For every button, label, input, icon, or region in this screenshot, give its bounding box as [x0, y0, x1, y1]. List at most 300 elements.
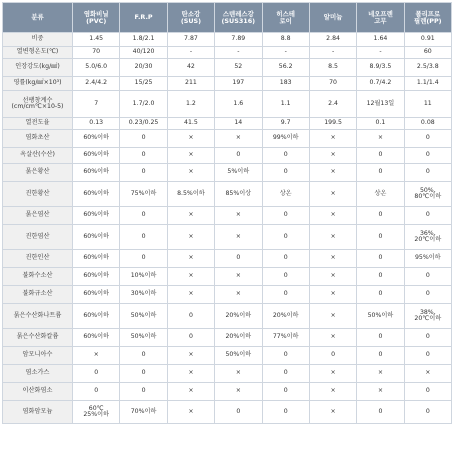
- table-cell: [357, 250, 404, 268]
- cell-value: 50%이하: [130, 311, 157, 319]
- row-label: [3, 182, 73, 207]
- table-cell: [262, 164, 309, 182]
- row-label-text: 영률(kg/㎟×10³): [13, 79, 62, 87]
- cell-value: 0.23/0.25: [128, 119, 159, 127]
- column-header: [357, 3, 404, 33]
- cell-value: 20%이하: [272, 311, 299, 319]
- table-cell: [120, 77, 167, 91]
- table-row: [3, 182, 452, 207]
- table-cell: [120, 225, 167, 250]
- table-cell: [167, 164, 214, 182]
- cell-value: ×: [188, 272, 194, 280]
- cell-value: 2.84: [326, 35, 340, 43]
- table-cell: [167, 207, 214, 225]
- table-cell: [309, 268, 356, 286]
- table-cell: [404, 268, 451, 286]
- cell-value: 0: [378, 290, 383, 298]
- column-header-text: 알미늄: [323, 13, 343, 22]
- column-header-text: (SUS316): [221, 16, 256, 25]
- table-cell: [404, 250, 451, 268]
- cell-value: 0: [188, 333, 193, 341]
- row-label: [3, 304, 73, 329]
- cell-value: ×: [330, 151, 336, 159]
- cell-value: 0: [94, 369, 99, 377]
- row-label: [3, 401, 73, 424]
- cell-value: ×: [330, 311, 336, 319]
- cell-value: 0: [425, 333, 430, 341]
- column-header-text: 네오프렌: [368, 9, 393, 18]
- cell-value: 50%이하: [130, 333, 157, 341]
- cell-value: 0: [425, 407, 430, 415]
- row-label-text: 묽은수산화나트륨: [13, 311, 62, 319]
- column-header-text: 로이: [279, 16, 292, 25]
- cell-value: 7: [94, 99, 99, 107]
- table-cell: [309, 225, 356, 250]
- cell-value: 197: [232, 79, 245, 87]
- table-cell: [404, 130, 451, 148]
- table-cell: [120, 118, 167, 130]
- table-cell: [357, 365, 404, 383]
- table-cell: [167, 118, 214, 130]
- table-cell: [309, 91, 356, 118]
- table-row: [3, 365, 452, 383]
- table-row: [3, 286, 452, 304]
- cell-value: 7.89: [231, 35, 246, 43]
- table-cell: [309, 47, 356, 59]
- table-row: [3, 33, 452, 47]
- table-cell: [262, 148, 309, 164]
- table-cell: [167, 383, 214, 401]
- row-label-text: 인장강도(kg/㎟): [15, 63, 60, 71]
- row-label: [3, 329, 73, 347]
- table-row: [3, 59, 452, 77]
- cell-value: ×: [188, 151, 194, 159]
- table-cell: [262, 77, 309, 91]
- material-properties-table: [2, 2, 452, 424]
- table-row: [3, 130, 452, 148]
- table-row: [3, 77, 452, 91]
- row-label: [3, 347, 73, 365]
- table-cell: [73, 207, 120, 225]
- cell-value: 0: [283, 211, 288, 219]
- cell-value: ×: [235, 211, 241, 219]
- table-cell: [120, 47, 167, 59]
- cell-value: 0: [188, 311, 193, 319]
- table-cell: [73, 383, 120, 401]
- cell-value: 0: [378, 333, 383, 341]
- cell-value: 8.5: [328, 63, 338, 71]
- table-cell: [167, 59, 214, 77]
- row-label-text: 염화초산: [25, 134, 50, 142]
- table-cell: [73, 33, 120, 47]
- table-cell: [404, 59, 451, 77]
- cell-value: ×: [330, 211, 336, 219]
- cell-value: ×: [377, 134, 384, 142]
- cell-value: ×: [330, 168, 336, 176]
- table-cell: [167, 286, 214, 304]
- row-label: [3, 365, 73, 383]
- cell-value: 211: [185, 79, 197, 87]
- table-row: [3, 118, 452, 130]
- table-cell: [167, 347, 214, 365]
- table-cell: [215, 77, 262, 91]
- table-cell: [167, 130, 214, 148]
- row-label-text: 비중: [31, 35, 44, 43]
- cell-value: ×: [330, 254, 336, 262]
- table-cell: [215, 47, 262, 59]
- table-cell: [215, 329, 262, 347]
- row-label-text: 열변형온도(℃): [16, 48, 59, 56]
- cell-value: 40/120: [132, 48, 155, 56]
- cell-value: 50%,: [419, 186, 436, 194]
- column-header: [262, 3, 309, 33]
- cell-value: 52: [234, 63, 243, 71]
- table-cell: [357, 148, 404, 164]
- row-label: [3, 47, 73, 59]
- table-cell: [215, 286, 262, 304]
- table-cell: [262, 182, 309, 207]
- column-header-text: 스텐레스강: [222, 9, 254, 18]
- table-cell: [404, 304, 451, 329]
- table-cell: [309, 148, 356, 164]
- cell-value: 0: [378, 151, 383, 159]
- cell-value: 5%이하: [227, 168, 250, 176]
- cell-value: 38%,: [419, 308, 436, 316]
- table-cell: [357, 130, 404, 148]
- row-label: [3, 59, 73, 77]
- column-header-text: (PVC): [86, 16, 107, 25]
- cell-value: 0: [141, 168, 146, 176]
- table-row: [3, 207, 452, 225]
- table-cell: [262, 329, 309, 347]
- cell-value: ×: [93, 351, 99, 359]
- table-cell: [404, 47, 451, 59]
- table-cell: [215, 148, 262, 164]
- table-row: [3, 401, 452, 424]
- cell-value: ×: [235, 290, 241, 298]
- table-cell: [262, 268, 309, 286]
- table-cell: [167, 148, 214, 164]
- table-cell: [357, 304, 404, 329]
- table-cell: [167, 304, 214, 329]
- table-cell: [262, 225, 309, 250]
- table-cell: [357, 225, 404, 250]
- table-cell: [309, 164, 356, 182]
- cell-value: 60℃: [88, 404, 104, 412]
- table-cell: [167, 77, 214, 91]
- table-cell: [215, 164, 262, 182]
- cell-value: 60%이하: [83, 168, 110, 176]
- table-cell: [404, 77, 451, 91]
- row-label: [3, 91, 73, 118]
- cell-value: 77%이하: [272, 333, 299, 341]
- cell-value: ×: [330, 407, 336, 415]
- cell-value: 0: [425, 134, 430, 142]
- table-cell: [309, 77, 356, 91]
- material-properties-sheet: [2, 2, 452, 466]
- table-cell: [404, 182, 451, 207]
- cell-value: 60%이하: [83, 151, 110, 159]
- cell-value: 25%이하: [83, 411, 110, 418]
- cell-value: 0.13: [89, 119, 104, 127]
- cell-value: 0: [236, 254, 241, 262]
- table-cell: [215, 365, 262, 383]
- cell-value: 2.5/3.8: [416, 63, 439, 71]
- table-cell: [404, 401, 451, 424]
- table-cell: [309, 286, 356, 304]
- table-cell: [309, 250, 356, 268]
- cell-value: ×: [188, 134, 194, 142]
- table-cell: [309, 130, 356, 148]
- table-cell: [404, 207, 451, 225]
- table-cell: [309, 365, 356, 383]
- table-cell: [73, 286, 120, 304]
- row-label-text: 옥살산(수산): [20, 151, 55, 159]
- table-cell: [309, 329, 356, 347]
- table-row: [3, 164, 452, 182]
- table-cell: [357, 118, 404, 130]
- cell-value: 0: [141, 134, 146, 142]
- table-cell: [120, 383, 167, 401]
- cell-value: 56.2: [278, 63, 293, 71]
- cell-value: 1.2: [186, 99, 196, 107]
- row-label-text: 묽은염산: [25, 211, 50, 219]
- cell-value: 42: [187, 63, 195, 71]
- table-cell: [73, 347, 120, 365]
- cell-value: ×: [188, 168, 194, 176]
- cell-value: 41.5: [184, 119, 198, 127]
- table-cell: [215, 225, 262, 250]
- cell-value: 60%이하: [83, 333, 110, 341]
- cell-value: 12월13일: [366, 99, 395, 107]
- table-cell: [262, 47, 309, 59]
- cell-value: ×: [235, 387, 241, 395]
- cell-value: 0: [283, 232, 288, 240]
- cell-value: 0: [283, 407, 288, 415]
- cell-value: ×: [330, 189, 336, 197]
- table-cell: [404, 347, 451, 365]
- table-cell: [73, 148, 120, 164]
- cell-value: 0: [283, 290, 288, 298]
- table-cell: [120, 182, 167, 207]
- column-header-text: 분류: [31, 13, 44, 22]
- table-cell: [357, 182, 404, 207]
- cell-value: ×: [235, 272, 241, 280]
- table-cell: [404, 365, 451, 383]
- row-label: [3, 33, 73, 47]
- table-cell: [120, 33, 167, 47]
- table-row: [3, 383, 452, 401]
- cell-value: 0: [378, 254, 383, 262]
- table-row: [3, 225, 452, 250]
- row-label: [3, 207, 73, 225]
- cell-value: 60%이하: [83, 211, 110, 219]
- cell-value: 5.0/6.0: [85, 63, 108, 71]
- table-cell: [262, 365, 309, 383]
- table-cell: [357, 207, 404, 225]
- cell-value: 0: [425, 151, 430, 159]
- table-row: [3, 268, 452, 286]
- cell-value: 1.7/2.0: [132, 99, 155, 107]
- cell-value: 80℃이하: [414, 193, 442, 200]
- table-cell: [215, 182, 262, 207]
- cell-value: 0: [425, 290, 430, 298]
- table-cell: [120, 329, 167, 347]
- cell-value: 상온: [374, 189, 387, 197]
- table-cell: [73, 59, 120, 77]
- table-row: [3, 91, 452, 118]
- table-cell: [404, 148, 451, 164]
- row-label: [3, 286, 73, 304]
- table-cell: [404, 91, 451, 118]
- cell-value: ×: [377, 387, 384, 395]
- table-cell: [215, 401, 262, 424]
- cell-value: 0: [331, 351, 336, 359]
- cell-value: 0: [141, 351, 146, 359]
- cell-value: 10%이하: [130, 272, 157, 280]
- row-label-text: 선팽창계수: [22, 96, 53, 104]
- cell-value: 0: [378, 407, 383, 415]
- column-header-text: 탄소강: [181, 9, 201, 18]
- table-cell: [357, 383, 404, 401]
- cell-value: 70%이하: [130, 407, 157, 415]
- cell-value: 50%이하: [225, 351, 252, 359]
- table-cell: [120, 347, 167, 365]
- table-cell: [120, 304, 167, 329]
- cell-value: 1.8/2.1: [132, 35, 155, 43]
- table-cell: [309, 207, 356, 225]
- table-row: [3, 148, 452, 164]
- cell-value: 0: [378, 232, 383, 240]
- cell-value: 1.6: [233, 99, 244, 107]
- row-label-text: 열전도율: [25, 119, 50, 127]
- row-label: [3, 118, 73, 130]
- cell-value: 8.9/3.5: [369, 63, 392, 71]
- table-cell: [357, 286, 404, 304]
- cell-value: 1.45: [89, 35, 104, 43]
- row-label-text: 불화수소산: [22, 272, 53, 280]
- table-cell: [73, 225, 120, 250]
- table-cell: [404, 164, 451, 182]
- cell-value: 20/30: [134, 63, 153, 71]
- table-cell: [262, 401, 309, 424]
- cell-value: 199.5: [324, 119, 342, 127]
- cell-value: 상온: [279, 189, 292, 197]
- cell-value: 0.08: [420, 119, 435, 127]
- cell-value: 70: [329, 79, 337, 87]
- table-cell: [309, 33, 356, 47]
- column-header: [309, 3, 356, 33]
- row-label: [3, 148, 73, 164]
- cell-value: 8.8: [280, 35, 291, 43]
- cell-value: 9.7: [280, 119, 291, 127]
- cell-value: 0: [283, 168, 288, 176]
- cell-value: ×: [235, 134, 241, 142]
- row-label: [3, 77, 73, 91]
- cell-value: 99%이하: [272, 134, 299, 142]
- cell-value: 0: [141, 211, 146, 219]
- table-cell: [120, 286, 167, 304]
- cell-value: 0: [236, 151, 241, 159]
- cell-value: ×: [188, 369, 194, 377]
- table-cell: [120, 365, 167, 383]
- table-row: [3, 304, 452, 329]
- table-row: [3, 329, 452, 347]
- table-cell: [120, 148, 167, 164]
- table-cell: [167, 47, 214, 59]
- table-cell: [215, 130, 262, 148]
- row-label-text: 염소가스: [25, 369, 50, 377]
- cell-value: 75%이하: [130, 189, 157, 197]
- table-cell: [262, 91, 309, 118]
- table-cell: [73, 118, 120, 130]
- table-cell: [309, 304, 356, 329]
- table-row: [3, 347, 452, 365]
- table-cell: [73, 401, 120, 424]
- column-header-text: 폴리프로: [415, 9, 441, 18]
- table-cell: [262, 383, 309, 401]
- table-cell: [215, 268, 262, 286]
- cell-value: ×: [188, 254, 194, 262]
- table-row: [3, 47, 452, 59]
- cell-value: 11: [423, 99, 432, 107]
- table-cell: [309, 401, 356, 424]
- cell-value: 20℃이하: [414, 315, 442, 322]
- row-label-text: 진한염산: [25, 232, 50, 240]
- cell-value: 0: [283, 351, 288, 359]
- table-cell: [404, 383, 451, 401]
- table-cell: [120, 207, 167, 225]
- cell-value: ×: [425, 369, 431, 377]
- cell-value: 1.64: [373, 35, 388, 43]
- table-cell: [357, 33, 404, 47]
- table-cell: [215, 347, 262, 365]
- table-cell: [309, 347, 356, 365]
- cell-value: 60%이하: [83, 254, 110, 262]
- cell-value: 20%이하: [225, 311, 252, 319]
- row-label-text: (cm/cm℃×10-5): [11, 103, 64, 110]
- cell-value: ×: [235, 369, 241, 377]
- cell-value: 0: [94, 387, 99, 395]
- table-cell: [215, 304, 262, 329]
- table-cell: [73, 91, 120, 118]
- row-label: [3, 130, 73, 148]
- table-cell: [357, 47, 404, 59]
- cell-value: 0: [425, 351, 430, 359]
- table-cell: [262, 304, 309, 329]
- column-header: [167, 3, 214, 33]
- column-header: [3, 3, 73, 33]
- cell-value: 0.1: [375, 119, 386, 127]
- column-header: [404, 3, 451, 33]
- cell-value: 0: [378, 351, 383, 359]
- row-label-text: 묽은수산화칼륨: [16, 333, 59, 341]
- cell-value: 60%이하: [83, 232, 110, 240]
- cell-value: ×: [188, 387, 194, 395]
- cell-value: -: [379, 48, 382, 56]
- column-header: [120, 3, 167, 33]
- table-cell: [73, 268, 120, 286]
- row-label-text: 염화암모늄: [22, 407, 53, 415]
- cell-value: 0: [283, 387, 288, 395]
- table-cell: [167, 250, 214, 268]
- cell-value: 0: [141, 151, 146, 159]
- table-cell: [120, 59, 167, 77]
- cell-value: ×: [188, 232, 194, 240]
- table-cell: [73, 329, 120, 347]
- cell-value: 15/25: [134, 79, 153, 87]
- table-cell: [167, 268, 214, 286]
